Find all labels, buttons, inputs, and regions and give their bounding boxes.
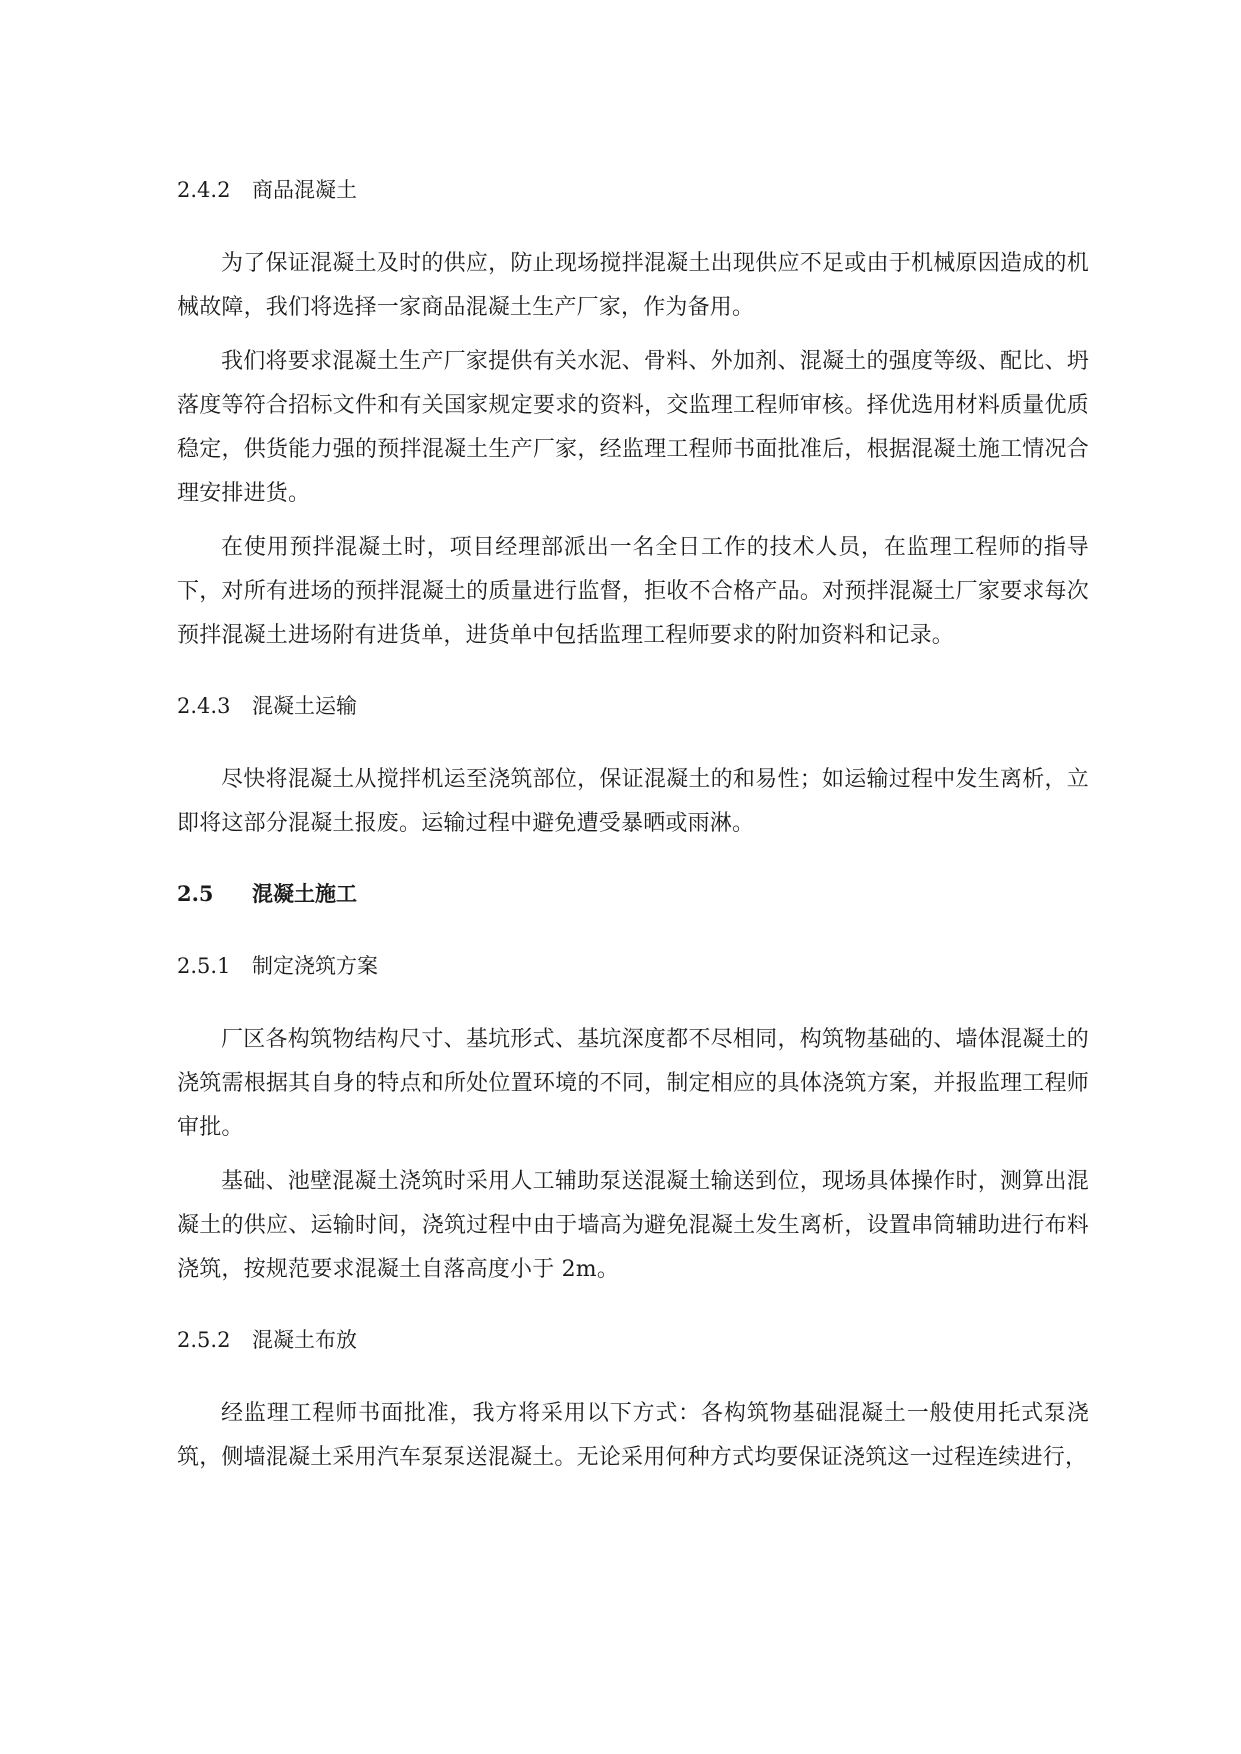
heading-title: 商品混凝土 bbox=[252, 178, 357, 202]
heading-title: 混凝土运输 bbox=[252, 694, 357, 718]
heading-2-5 bbox=[177, 874, 1089, 914]
heading-2-4-2 bbox=[177, 170, 1089, 210]
paragraph: 尽快将混凝土从搅拌机运至浇筑部位，保证混凝土的和易性；如运输过程中发生离析，立即将这部分混凝土报废。运输过程中避免遭受暴晒或雨淋。 bbox=[177, 767, 1089, 836]
heading-number: 2.5 bbox=[177, 881, 214, 906]
heading-title: 混凝土布放 bbox=[252, 1328, 357, 1352]
heading-2-5-2 bbox=[177, 1320, 1089, 1360]
paragraph: 厂区各构筑物结构尺寸、基坑形式、基坑深度都不尽相同，构筑物基础的、墙体混凝土的浇筑需根据其自身的特点和所处位置环境的不同，制定相应的具体浇筑方案，并报监理工程师审批。 bbox=[177, 1027, 1089, 1140]
paragraph: 经监理工程师书面批准，我方将采用以下方式：各构筑物基础混凝土一般使用托式泵浇筑，侧墙混凝土采用汽车泵泵送混凝土。无论采用何种方式均要保证浇筑这一过程连续进行， bbox=[177, 1401, 1089, 1470]
heading-2-5-1 bbox=[177, 946, 1089, 986]
heading-number: 2.5.2 bbox=[177, 1328, 231, 1352]
heading-number: 2.4.2 bbox=[177, 178, 231, 202]
heading-2-4-3 bbox=[177, 686, 1089, 726]
heading-number: 2.4.3 bbox=[177, 694, 231, 718]
paragraph: 基础、池壁混凝土浇筑时采用人工辅助泵送混凝土输送到位，现场具体操作时，测算出混凝土的供应、运输时间，浇筑过程中由于墙高为避免混凝土发生离析，设置串筒辅助进行布料浇筑，按规范要求混凝土自落高度小于 2m。 bbox=[177, 1169, 1089, 1282]
paragraph: 我们将要求混凝土生产厂家提供有关水泥、骨料、外加剂、混凝土的强度等级、配比、坍落度等符合招标文件和有关国家规定要求的资料，交监理工程师审核。择优选用材料质量优质稳定，供货能力强的预拌混凝土生产厂家，经监理工程师书面批准后，根据混凝土施工情况合理安排进货。 bbox=[177, 349, 1089, 506]
paragraph: 为了保证混凝土及时的供应，防止现场搅拌混凝土出现供应不足或由于机械原因造成的机械故障，我们将选择一家商品混凝土生产厂家，作为备用。 bbox=[177, 251, 1089, 320]
document-body bbox=[177, 170, 1089, 1490]
paragraph: 在使用预拌混凝土时，项目经理部派出一名全日工作的技术人员，在监理工程师的指导下，对所有进场的预拌混凝土的质量进行监督，拒收不合格产品。对预拌混凝土厂家要求每次预拌混凝土进场附有进货单，进货单中包括监理工程师要求的附加资料和记录。 bbox=[177, 535, 1089, 648]
heading-title: 制定浇筑方案 bbox=[252, 954, 378, 978]
heading-title: 混凝土施工 bbox=[252, 881, 357, 906]
heading-number: 2.5.1 bbox=[177, 954, 231, 978]
